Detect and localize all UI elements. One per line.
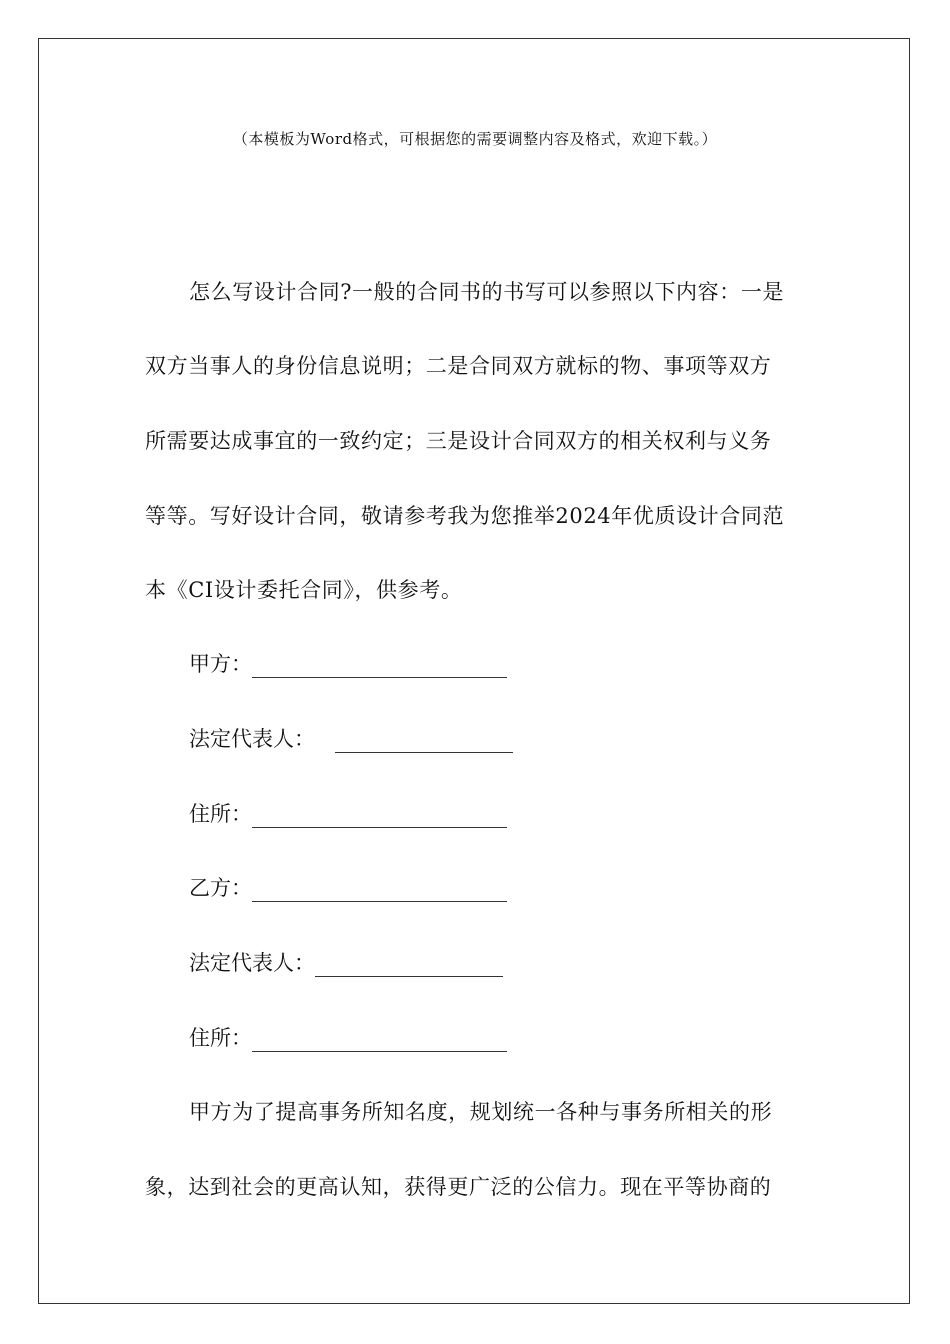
party-b-label: 乙方：	[189, 876, 252, 900]
party-a-address-field	[189, 798, 507, 828]
party-b-address-field	[189, 1022, 507, 1052]
intro-line: 双方当事人的身份信息说明；二是合同双方就标的物、事项等双方	[145, 354, 772, 378]
template-notice: （本模板为Word格式，可根据您的需要调整内容及格式，欢迎下载。）	[232, 130, 718, 148]
intro-line: 怎么写设计合同?一般的合同书的书写可以参照以下内容：一是	[189, 280, 785, 304]
body-line: 甲方为了提高事务所知名度，规划统一各种与事务所相关的形	[189, 1100, 773, 1124]
intro-line: 本《CI设计委托合同》，供参考。	[145, 578, 463, 602]
party-b-field	[189, 872, 507, 902]
party-a-rep-blank[interactable]	[335, 732, 513, 753]
party-a-address-blank[interactable]	[252, 807, 507, 828]
body-line: 象，达到社会的更高认知，获得更广泛的公信力。现在平等协商的	[145, 1175, 772, 1199]
party-a-rep-label: 法定代表人：	[189, 727, 315, 751]
party-a-rep-field	[189, 723, 513, 753]
party-b-rep-blank[interactable]	[315, 956, 503, 977]
party-b-address-blank[interactable]	[252, 1031, 507, 1052]
intro-line: 等等。写好设计合同，敬请参考我为您推举2024年优质设计合同范	[145, 504, 785, 528]
party-b-address-label: 住所：	[189, 1026, 252, 1050]
party-b-blank[interactable]	[252, 881, 507, 902]
party-b-rep-field	[189, 947, 503, 977]
party-b-rep-label: 法定代表人：	[189, 951, 315, 975]
party-a-address-label: 住所：	[189, 802, 252, 826]
party-a-field	[189, 648, 507, 678]
party-a-label: 甲方：	[189, 652, 252, 676]
intro-line: 所需要达成事宜的一致约定；三是设计合同双方的相关权利与义务	[145, 429, 772, 453]
party-a-blank[interactable]	[252, 657, 507, 678]
